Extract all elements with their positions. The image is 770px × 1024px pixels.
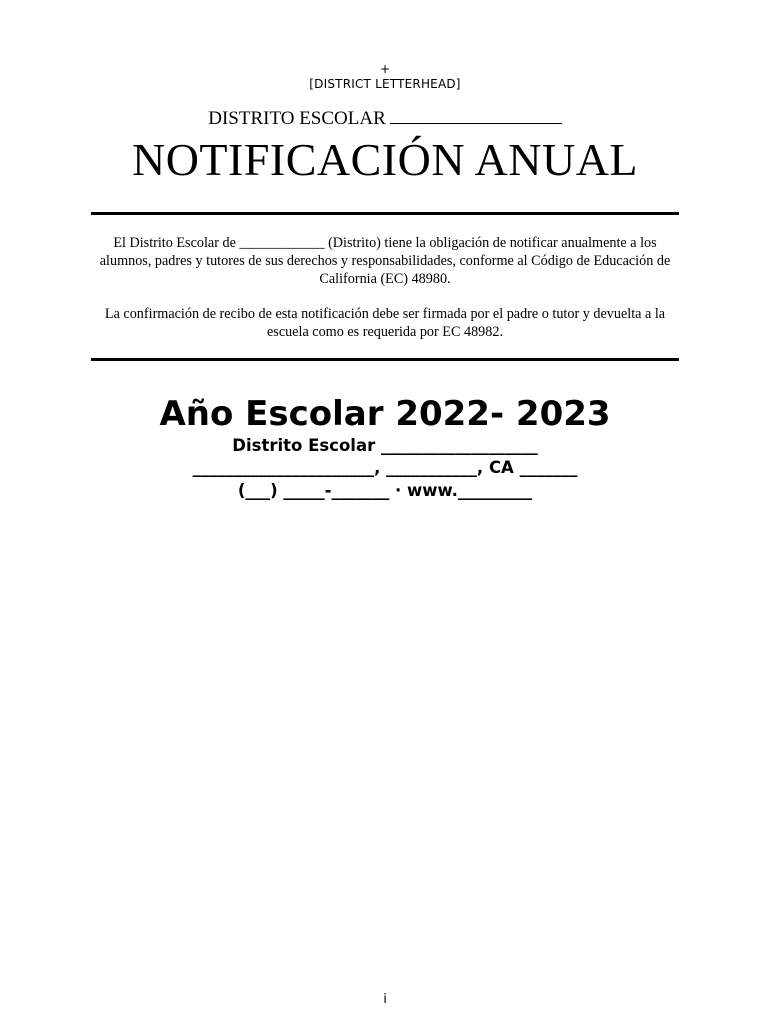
district-name-line: Distrito Escolar ___________________ [232, 436, 538, 455]
page-number: i [383, 992, 387, 1007]
plus-mark: + [379, 62, 391, 76]
school-year-heading: Año Escolar 2022- 2023 [159, 394, 611, 434]
district-label: DISTRITO ESCOLAR [208, 108, 386, 129]
bottom-divider [91, 358, 679, 361]
page-title: NOTIFICACIÓN ANUAL [131, 134, 639, 185]
district-address-line: ______________________, ___________, CA _______ [192, 458, 578, 477]
district-contact-line: (___) _____-_______ · www._________ [237, 481, 533, 500]
notice-paragraph-1: El Distrito Escolar de ____________ (Distrito) tiene la obligación de notificar anualmente a los alumnos, padres y tutores de sus derechos y responsabilidades, conforme al Código de Educación de California (EC) 48980. [99, 235, 671, 287]
district-letterhead: [DISTRICT LETTERHEAD] [309, 77, 461, 91]
notice-paragraph-2: La confirmación de recibo de esta notificación debe ser firmada por el padre o tutor y devuelta a la escuela como es requerida por EC 48982. [104, 306, 666, 340]
district-line [0, 108, 770, 130]
top-divider [91, 212, 679, 215]
district-blank-line [390, 108, 562, 124]
